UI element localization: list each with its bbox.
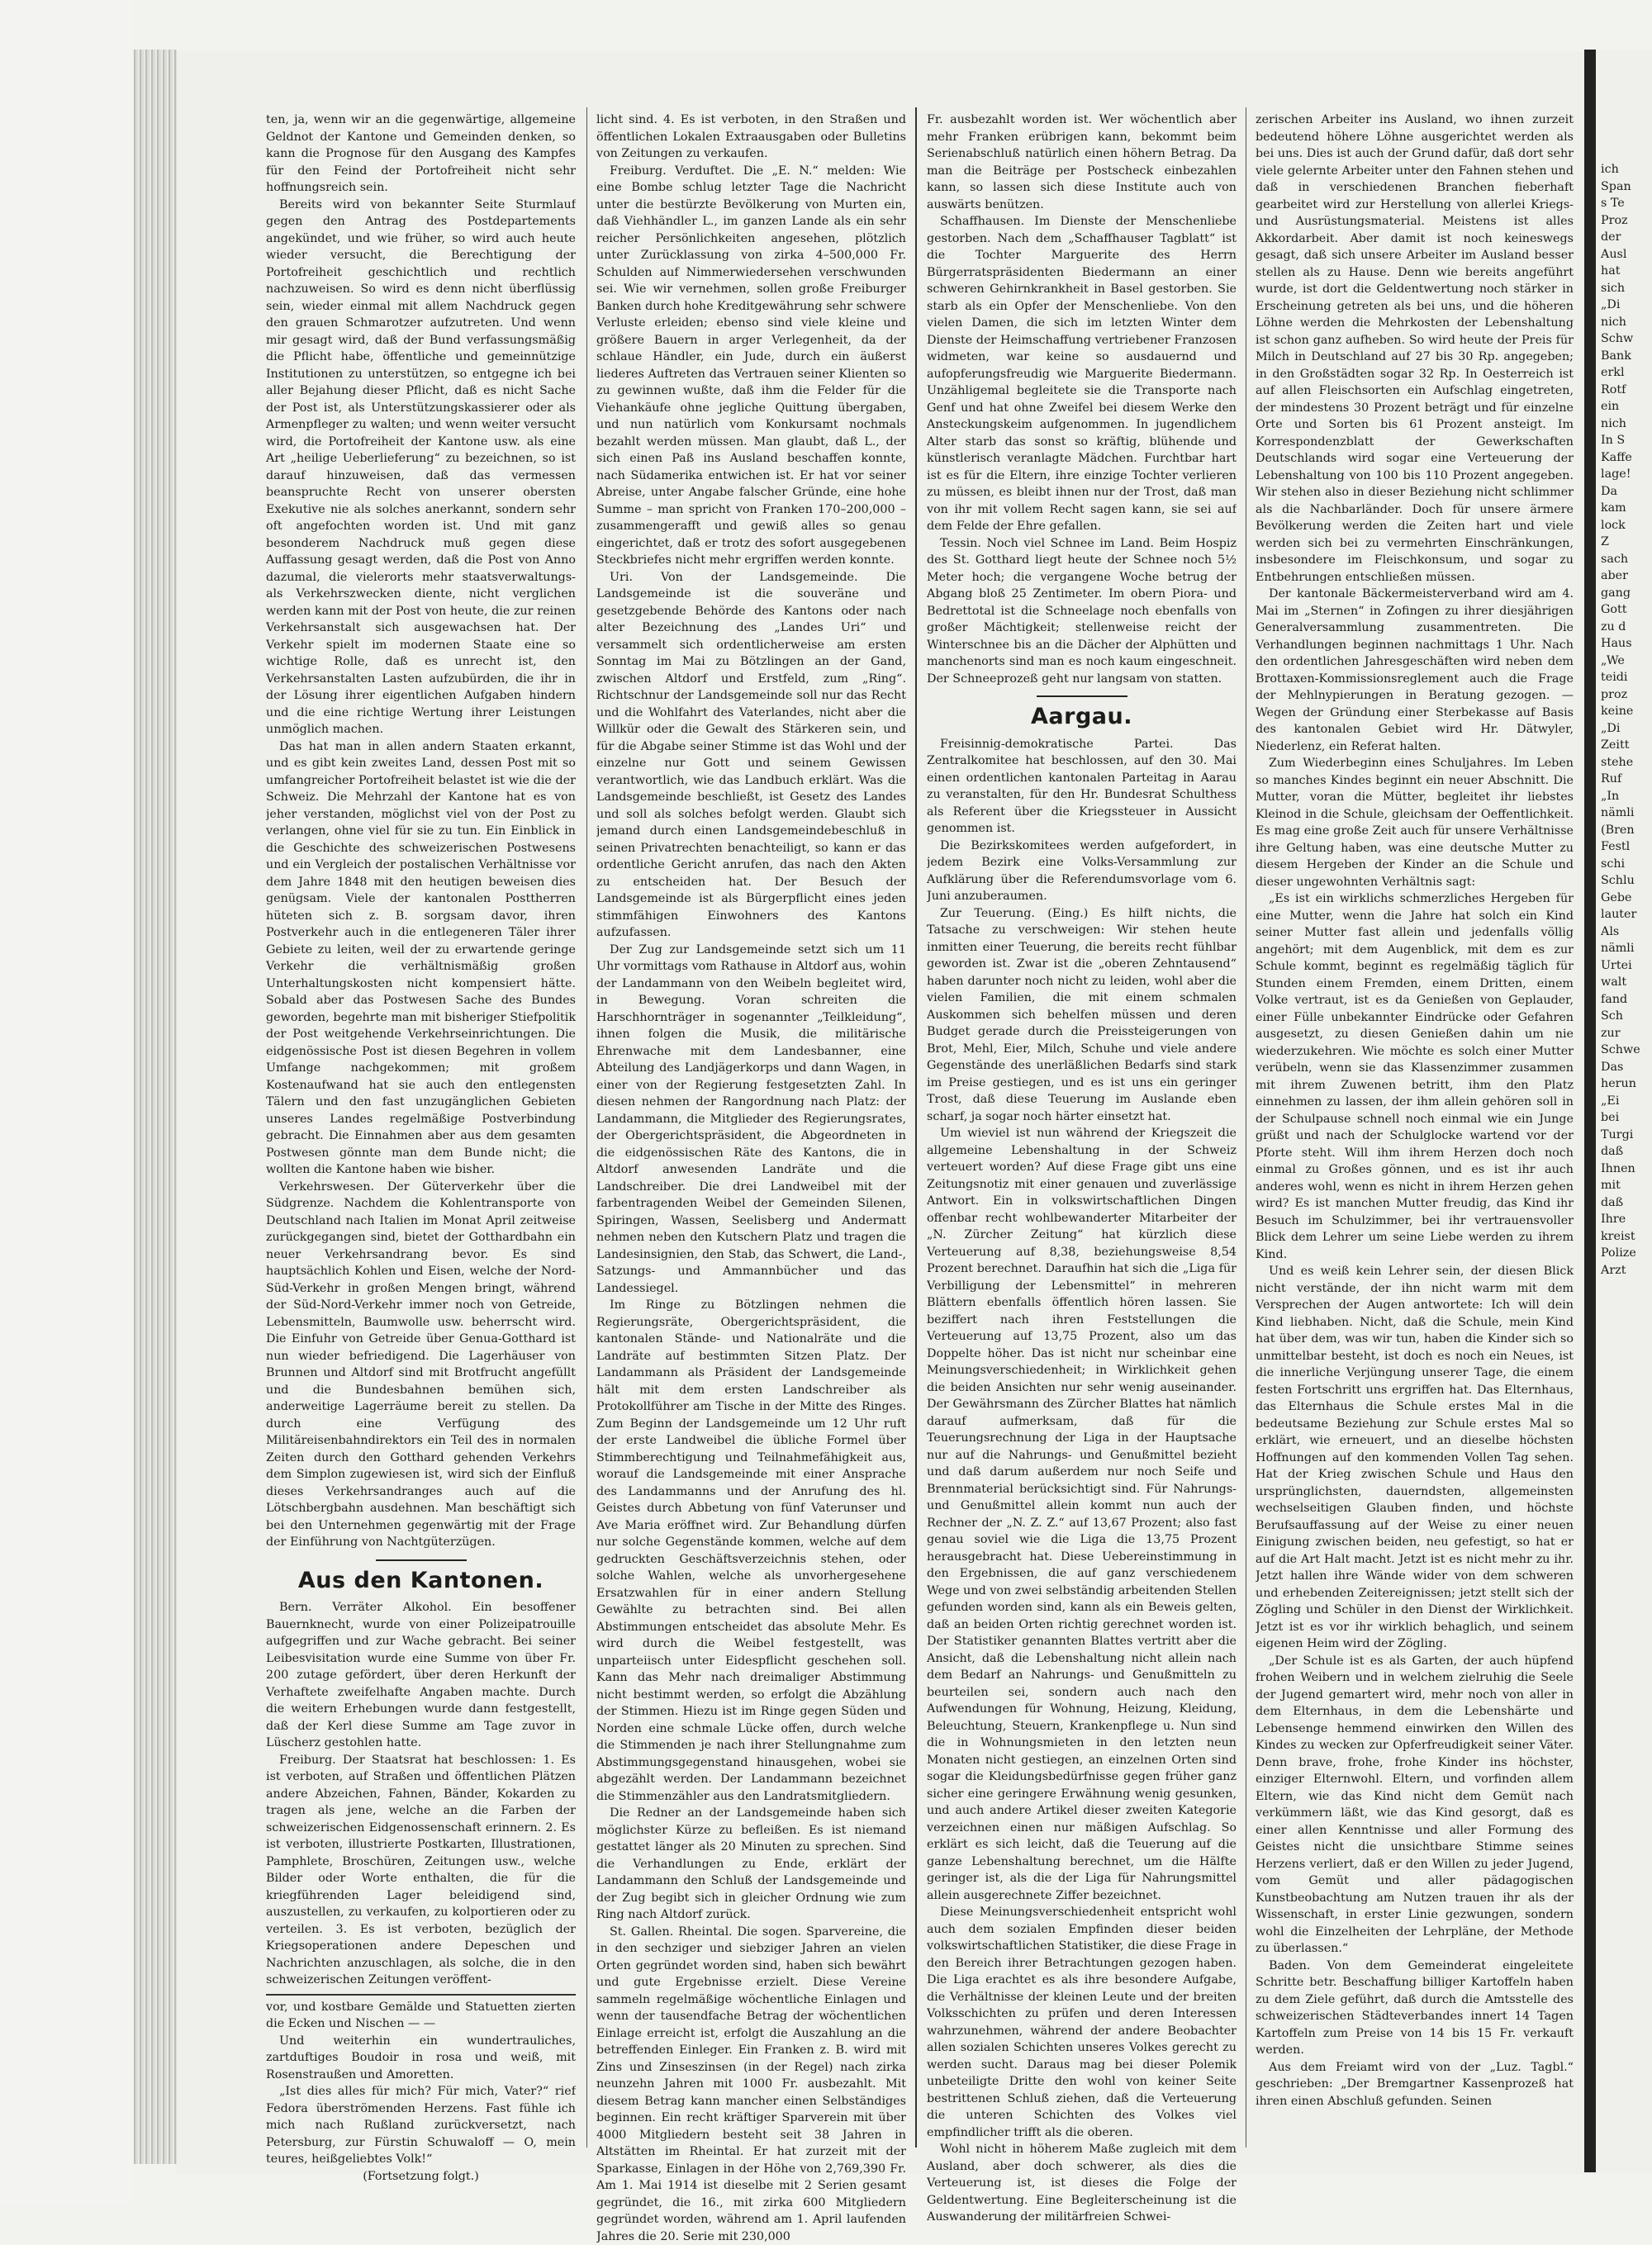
- article-paragraph: „Es ist ein wirklichs schmerzliches Hergeben für eine Mutter, wenn die Jahre hat solch ein Kind seiner Mutter fast allein und jedenfalls völlig angehört; mit dem Augenblick, mit dem es zur Schule kommt, beginnt es regelmäßig täglich für Stunden einem Fremden, einem Dritten, einem Volke vertraut, ist es da Genießen von Geplauder, einer Fülle unbekannter Eindrücke oder Gefahren ausgesetzt, zu diesen Genießen dahin um nie wiederzukehren. Wie möchte es solch einer Mutter verübeln, wenn sie das Klassenzimmer zusammen mit ihrem Zuwenen betritt, ihm den Platz einnehmen zu lassen, der ihm allein gehören soll in der Schulpause schnell noch einmal wie ein Junge grüßt und nach der Schulglocke wartend vor der Pforte steht. Will ihm ihrem Herzen doch noch einmal zu Großes gönnen, und es ist ihr auch anderes wohl, wenn es nicht in ihrem Herzen gehen wird? Es ist manchen Mutter freudig, das Kind ihr Besuch im Schulzimmer, bei ihr vertrauensvoller Blick dem Lehrer um seine Liebe werden zu ihrem Kind.: [1256, 890, 1574, 1263]
- adjacent-text-line: erkl: [1596, 364, 1652, 382]
- article-paragraph: Und es weiß kein Lehrer sein, der diesen Blick nicht verstände, der ihn nicht warm mit dem Versprechen der Augen antwortete: Ich will dein Kind liebhaben. Nicht, daß die Schule, mein Kind hat über dem, was wir tun, haben die Kinder sich so unmittelbar besteht, ist doch es noch ein Neues, ist die innerliche Verjüngung unserer Tage, die einem festen Fortschritt uns ergriffen hat. Das Elternhaus, das Elternhaus die Schule erstes Mal in die bedeutsame Beziehung zur Schule erstes Mal so erklärt, wie erneuert, und an dieselbe höchsten Hoffnungen auf den kommenden Vollen Tag sehen. Hat der Krieg zwischen Schule und Haus den ursprünglichsten, dauerndsten, allgemeinsten wechselseitigen Glauben finden, und höchste Berufsauffassung auf der Weise zu einer neuen Einigung zwischen beiden, neu gefestigt, so hat er auf die Art Halt macht. Jetzt ist es nicht mehr zu ihr. Jetzt hallen ihre Wände wider von dem schweren und erhebenden Zeitereignissen; jetzt stellt sich der Zögling und Schüler in den Dienst der Wirklichkeit. Jetzt ist es vor ihr wirklich behaglich, und seinem eigenen Heim wird der Zögling.: [1256, 1263, 1574, 1653]
- adjacent-text-line: Zeitt: [1596, 737, 1652, 754]
- adjacent-text-line: Schw: [1596, 330, 1652, 348]
- adjacent-page-fragment: [1596, 50, 1652, 2172]
- column-1: [266, 112, 576, 2185]
- adjacent-text-line: walt: [1596, 974, 1652, 991]
- section-divider: [1037, 695, 1127, 697]
- adjacent-text-line: Das: [1596, 1059, 1652, 1076]
- adjacent-text-line: der: [1596, 229, 1652, 246]
- article-paragraph: zerischen Arbeiter ins Ausland, wo ihnen zurzeit bedeutend höhere Löhne ausgerichtet werden als bei uns. Dies ist auch der Grund dafür, daß dort sehr viele gelernte Arbeiter unter den Fahnen stehen und daß in verschiedenen Branchen fieberhaft gearbeitet wird zur Herstellung von allerlei Kriegs- und Ausrüstungsmaterial. Meistens ist alles Akkordarbeit. Aber damit ist noch keineswegs gesagt, daß sich unsere Arbeiter im Ausland besser stellen als zu Hause. Denn wie bereits angeführt wurde, ist dort die Geldentwertung noch stärker in Erscheinung getreten als bei uns, und die höheren Löhne werden die Mehrkosten der Lebenshaltung ist schon ganz aufheben. So wird heute der Preis für Milch in Deutschland auf 27 bis 30 Rp. angegeben; in den Großstädten sogar 32 Rp. In Oesterreich ist auf allen Fleischsorten ein Aufschlag eingetreten, der mindestens 30 Prozent beträgt und für einzelne Orte und Sorten bis 61 Prozent ansteigt. Im Korrespondenzblatt der Gewerkschaften Deutschlands wird sogar eine Verteuerung der Lebenshaltung von 100 bis 110 Prozent angegeben. Wir stehen also in dieser Beziehung nicht schlimmer als die Nachbarländer. Doch für unsere ärmere Bevölkerung werden die Zeiten hart und viele werden sich bei zu vermehrten Einschränkungen, insbesondere im Fleischkonsum, und sogar zu Entbehrungen entschließen müssen.: [1256, 112, 1574, 586]
- adjacent-text-line: zur: [1596, 1025, 1652, 1042]
- section-heading-aus-den-kantonen: Aus den Kantonen.: [266, 1573, 576, 1590]
- adjacent-text-line: zu d: [1596, 619, 1652, 636]
- adjacent-text-line: Bank: [1596, 348, 1652, 365]
- article-paragraph: Die Bezirkskomitees werden aufgefordert, in jedem Bezirk eine Volks-Versammlung zur Aufklärung über die Referendumsvorlage vom 6. Juni anzuberaumen.: [927, 838, 1237, 905]
- feuilleton-story: [266, 1994, 576, 2186]
- adjacent-text-line: nich: [1596, 314, 1652, 331]
- section-divider: [376, 1559, 467, 1561]
- section-heading-aargau: Aargau.: [927, 709, 1237, 726]
- adjacent-text-line: „We: [1596, 653, 1652, 670]
- adjacent-text-line: „In: [1596, 788, 1652, 805]
- column-3: [927, 112, 1237, 2226]
- adjacent-text-line: nämli: [1596, 940, 1652, 957]
- adjacent-text-line: Als: [1596, 923, 1652, 941]
- adjacent-text-line: Turgi: [1596, 1127, 1652, 1144]
- adjacent-text-line: Ihre: [1596, 1211, 1652, 1228]
- book-gutter: [1584, 50, 1596, 2172]
- article-paragraph: Freisinnig-demokratische Partei. Das Zentralkomitee hat beschlossen, auf den 30. Mai einen ordentlichen kantonalen Parteitag in Aarau zu veranstalten, für den Hr. Bundesrat Schulthess als Referent über die Kriegssteuer in Aussicht genommen ist.: [927, 736, 1237, 838]
- continuation-note: (Fortsetzung folgt.): [266, 2168, 576, 2186]
- adjacent-text-line: stehe: [1596, 754, 1652, 771]
- article-paragraph: Bereits wird von bekannter Seite Sturmlauf gegen den Antrag des Postdepartements angekündet, und wie früher, so wird auch heute wieder versucht, die Berechtigung der Portofreiheit geschichtlich und rechtlich nachzuweisen. So wird es denn nicht überflüssig sein, wieder einmal mit allem Nachdruck gegen den grauen Schmarotzer aufzutreten. Und wenn mir gesagt wird, daß der Bund verfassungsmäßig die Pflicht habe, öffentliche und gemeinnützige Institutionen zu unterstützen, so entgegne ich bei aller Bejahung dieser Pflicht, daß es nicht Sache der Post ist, als Unterstützungskassierer oder als Armenpfleger zu walten; und wenn weiter versucht wird, die Portofreiheit der Kantone usw. als eine Art „heilige Ueberlieferung“ zu bezeichnen, so ist darauf hinzuweisen, daß das vermessen beanspruchte Recht von unserer obersten Exekutive nie als solches anerkannt, sondern sehr oft angefochten worden ist. Und mit ganz besonderem Nachdruck muß gegen diese Auffassung gesagt werden, daß die Post von Anno dazumal, die vielerorts mehr staatsverwaltungs- als Verkehrszwecken diente, nicht verglichen werden kann mit der Post von heute, die zur reinen Verkehrsanstalt sich ausgewachsen hat. Der Verkehr spielt im modernen Staate eine so wichtige Rolle, daß es unrecht ist, den Verkehrsanstalten Lasten aufzubürden, die ihr in der Lösung ihrer eigentlichen Aufgaben hindern und die eine richtige Wertung ihrer Leistungen unmöglich machen.: [266, 197, 576, 738]
- adjacent-text-line: Span: [1596, 178, 1652, 196]
- adjacent-text-line: lage!: [1596, 466, 1652, 483]
- article-paragraph: Zum Wiederbeginn eines Schuljahres. Im Leben so manches Kindes beginnt ein neuer Abschnitt. Die Mutter, voran die Mütter, begleitet ihr liebstes Kleinod in die Schule, gleichsam der Oeffentlichkeit. Es mag eine große Zeit auch für unsere Verhältnisse ihre Geltung haben, was eine deutsche Mutter zu diesem Hergeben der Kinder an die Schule und dieser ungewohnten Verhältnis sagt:: [1256, 755, 1574, 890]
- adjacent-text-line: Sch: [1596, 1008, 1652, 1025]
- adjacent-text-line: Ausl: [1596, 246, 1652, 263]
- adjacent-text-line: mit: [1596, 1177, 1652, 1194]
- article-paragraph: Wohl nicht in höherem Maße zugleich mit dem Ausland, aber doch schwerer, als dies die Verteuerung ist, ist dieses die Folge der Geldentwertung. Eine Begleiterscheinung ist die Auswanderung der militärfreien Schwei-: [927, 2141, 1237, 2226]
- article-paragraph: ten, ja, wenn wir an die gegenwärtige, allgemeine Geldnot der Kantone und Gemeinden denken, so kann die Prognose für den Ausgang des Kampfes für den Feind der Portofreiheit nicht sehr hoffnungsreich sein.: [266, 112, 576, 197]
- adjacent-text-line: daß: [1596, 1143, 1652, 1160]
- adjacent-page-text: [1596, 161, 1652, 1279]
- article-paragraph: „Der Schule ist es als Garten, der auch hüpfend frohen Weibern und in welchem zielruhig die Seele der Jugend gemartert wird, mehr noch von aller in dem Elternhaus, in dem die Lebenshärte und Lebensenge hemmend einwirken den Willen des Kindes zu wecken zur Opferfreudigkeit seiner Väter. Denn brave, frohe, frohe Kinder ins höchster, einziger Elternwohl. Eltern, und vorfinden allem Eltern, wie das Kind nicht dem Gemüt nach verkümmern läßt, wie das Kind gesorgt, daß es einer allen Kenntnisse und aller Formung des Geistes nicht die unsichtbare Stimme seines Herzens verliert, daß er den Willen zu jeder Jugend, vom Gemüt und aller pädagogischen Kunstbeobachtung am Nutzen trauen ihr als der Wissenschaft, in erster Linie gezwungen, sondern wohl die Einzelheiten der Lehrpläne, der Methode zu überlassen.“: [1256, 1653, 1574, 1958]
- article-paragraph: Fr. ausbezahlt worden ist. Wer wöchentlich aber mehr Franken erübrigen kann, bekommt beim Serienabschluß natürlich einen höhern Betrag. Da man die Beiträge per Postscheck einbezahlen kann, so lassen sich diese Institute auch von auswärts benützen.: [927, 112, 1237, 213]
- adjacent-text-line: lauter: [1596, 906, 1652, 923]
- adjacent-text-line: daß: [1596, 1194, 1652, 1212]
- adjacent-text-line: bei: [1596, 1109, 1652, 1127]
- adjacent-text-line: Haus: [1596, 635, 1652, 653]
- adjacent-text-line: teidi: [1596, 669, 1652, 686]
- story-paragraph: Und weiterhin ein wundertrauliches, zartduftiges Boudoir in rosa und weiß, mit Rosenstraußen und Amoretten.: [266, 2033, 576, 2084]
- adjacent-text-line: keine: [1596, 703, 1652, 720]
- story-paragraph: „Ist dies alles für mich? Für mich, Vater?“ rief Fedora überströmenden Herzens. Fast fühle ich mich nach Rußland zurückversetzt, nach Petersburg, zur Fürstin Schuwaloff — O, mein teures, heißgeliebtes Volk!“: [266, 2083, 576, 2168]
- article-paragraph: Um wieviel ist nun während der Kriegszeit die allgemeine Lebenshaltung in der Schweiz verteuert worden? Auf diese Frage gibt uns eine Zeitungsnotiz mit einer genauen und zuverlässige Antwort. Ein in volkswirtschaftlichen Dingen offenbar recht wohlbewanderter Mitarbeiter der „N. Zürcher Zeitung“ hat kürzlich diese Verteuerung auf 8,38, beziehungsweise 8,54 Prozent berechnet. Daraufhin hat sich die „Liga für Verbilligung der Lebensmittel“ in mehreren Blättern ebenfalls öffentlich hören lassen. Sie beziffert nach ihren Feststellungen die Verteuerung auf 13,75 Prozent, also um das Doppelte höher. Das ist nicht nur scheinbar eine Meinungsverschiedenheit; in Wirklichkeit gehen die beiden Ansichten nur sehr wenig auseinander. Der Gewährsmann des Zürcher Blattes hat nämlich darauf aufmerksam, daß für die Teuerungsrechnung der Liga in der Hauptsache nur auf die Nahrungs- und Genußmittel bezieht und daß darum außerdem nur noch Seife und Brennmaterial berücksichtigt sind. Für Nahrungs- und Genußmittel allein kommt nun auch der Rechner der „N. Z. Z.“ auf 13,67 Prozent; also fast genau soviel wie die Liga die 13,75 Prozent herausgebracht hat. Diese Uebereinstimmung in den Ergebnissen, die auf ganz verschiedenem Wege und von zwei selbständig arbeitenden Stellen gefunden worden sind, kann als ein Beweis gelten, daß an beiden Orten richtig gerechnet worden ist. Der Statistiker genannten Blattes vertritt aber die Ansicht, daß die Lebenshaltung nicht allein nach dem Bedarf an Nahrungs- und Genußmitteln zu beurteilen sei, sondern auch nach den Aufwendungen für Wohnung, Heizung, Kleidung, Beleuchtung, Steuern, Krankenpflege u. Nun sind die in Wohnungsmieten in den letzten neun Monaten nicht gestiegen, an einzelnen Orten sind sogar die Kleidungsbedürfnisse gegen früher ganz sicher eine geringere Erwähnung wenig gesunken, und auch andere Artikel dieser zweiten Kategorie verzeichnen einen nur mäßigen Aufschlag. So erklärt es sich leicht, daß die Teuerung auf die ganze Lebenshaltung berechnet, um die Hälfte geringer ist, als die der Liga für Nahrungsmittel allein ausgerechnete Ziffer bezeichnet.: [927, 1125, 1237, 1904]
- adjacent-text-line: Festl: [1596, 838, 1652, 856]
- story-paragraph: vor, und kostbare Gemälde und Statuetten zierten die Ecken und Nischen — —: [266, 1999, 576, 2033]
- article-paragraph: Zur Teuerung. (Eing.) Es hilft nichts, die Tatsache zu verschweigen: Wir stehen heute inmitten einer Teuerung, die bereits recht fühlbar geworden ist. Zwar ist die „oberen Zehntausend“ haben darunter noch nicht zu leiden, wohl aber die vielen Familien, die mit einem schmalen Auskommen sich behelfen müssen und deren Budget gerade durch die Preissteigerungen von Brot, Mehl, Eier, Milch, Schuhe und viele andere Gegenstände des unerläßlichen Bedarfs sind stark im Preise gestiegen, und es ist uns ein geringer Trost, daß diese Teuerung im Auslande eben scharf, ja sogar noch härter einsetzt hat.: [927, 905, 1237, 1126]
- column-rule: [586, 107, 587, 2148]
- adjacent-text-line: „Di: [1596, 720, 1652, 738]
- article-paragraph: Schaffhausen. Im Dienste der Menschenliebe gestorben. Nach dem „Schaffhauser Tagblatt“ ist die Tochter Marguerite des Herrn Bürgerratspräsidenten Biedermann an einer schweren Gehirnkrankheit in Basel gestorben. Sie starb als ein Opfer der Menschenliebe. Von den vielen Damen, die sich im letzten Winter dem Dienste der Heimschaffung vertriebener Franzosen widmeten, war keine so ausdauernd und aufopferungsfreudig wie Marguerite Biedermann. Unzähligemal begleitete sie die Transporte nach Genf und hat ohne Zweifel bei diesem Werke den Ansteckungskeim aufgenommen. In jugendlichem Alter starb das sonst so kräftig, blühende und künstlerisch veranlagte Mädchen. Furchtbar hart ist es für die Eltern, ihre einzige Tochter verlieren zu müssen, es bleibt ihnen nur der Trost, daß man von ihr mit vollem Recht sagen kann, sie sei auf dem Felde der Ehre gefallen.: [927, 213, 1237, 535]
- adjacent-text-line: Ihnen: [1596, 1160, 1652, 1178]
- adjacent-text-line: fand: [1596, 991, 1652, 1009]
- adjacent-text-line: Gebe: [1596, 890, 1652, 907]
- adjacent-text-line: Z: [1596, 534, 1652, 551]
- article-paragraph: Verkehrswesen. Der Güterverkehr über die Südgrenze. Nachdem die Kohlentransporte von Deutschland nach Italien im Monat April zeitweise zurückgegangen sind, bietet der Gotthardbahn ein neuer Verkehrsandrang bevor. Es sind hauptsächlich Kohlen und Eisen, welche der Nord-Süd-Verkehr in großen Mengen bringt, während der Süd-Nord-Verkehr immer noch von Getreide, Lebensmitteln, Baumwolle usw. beherrscht wird. Die Einfuhr von Getreide über Genua-Gotthard ist nun wieder befriedigend. Die Lagerhäuser von Brunnen und Altdorf sind mit Brotfrucht angefüllt und die Bundesbahnen bemühen sich, anderweitige Lagerräume bereit zu stellen. Da durch eine Verfügung des Militäreisenbahndirektors ein Teil des in normalen Zeiten durch den Gotthard gehenden Verkehrs dem Simplon zugewiesen ist, wird sich der Einfluß dieses Verkehrsandranges auch auf die Lötschbergbahn ausdehnen. Man beschäftigt sich bei den Unternehmen gegenwärtig mit der Frage der Einführung von Nachtgüterzügen.: [266, 1179, 576, 1551]
- adjacent-text-line: „Di: [1596, 297, 1652, 314]
- article-paragraph: Uri. Von der Landsgemeinde. Die Landsgemeinde ist die souveräne und gesetzgebende Behörde des Kantons oder nach alter Bezeichnung des „Landes Uri“ und versammelt sich ordentlicherweise am ersten Sonntag im Mai zu Bötzlingen an der Gand, zwischen Altdorf und Erstfeld, zum „Ring“. Richtschnur der Landsgemeinde soll nur das Recht und die Wohlfahrt des Vaterlandes, nicht aber die Willkür oder die Gewalt des Stärkeren sein, und für die Abgabe seiner Stimme ist das Wohl und der einzelne nur Gott und seinem Gewissen verantwortlich, wie das Landbuch erklärt. Was die Landsgemeinde beschließt, ist Gesetz des Landes und soll als solches befolgt werden. Glaubt sich jemand durch einen Landsgemeindebeschluß in seinen Privatrechten benachteiligt, so kann er das ordentliche Gericht anrufen, das nach den Akten zu entscheiden hat. Der Besuch der Landsgemeinde ist als Bürgerpflicht eines jeden stimmfähigen Einwohners des Kantons aufzufassen.: [596, 569, 906, 942]
- adjacent-text-line: Ruf: [1596, 771, 1652, 788]
- article-paragraph: St. Gallen. Rheintal. Die sogen. Sparvereine, die in den sechziger und siebziger Jahren an vielen Orten gegründet worden sind, haben sich bewährt und gute Ergebnisse erzielt. Diese Vereine sammeln regelmäßige wöchentliche Einlagen und wenn der tausendfache Betrag der wöchentlichen Einlage erreicht ist, erfolgt die Auszahlung an die betreffenden Einleger. Ein Franken z. B. wird mit Zins und Zinseszinsen (in der Regel) nach zirka neunzehn Jahren mit 1000 Fr. ausbezahlt. Mit diesem Betrag kann mancher einen Selbständiges beginnen. Ein recht kräftiger Sparverein mit über 4000 Mitgliedern besteht seit 38 Jahren in Altstätten im Rheintal. Er hat zurzeit mit der Sparkasse, Einlagen in der Höhe von 2,769,390 Fr. Am 1. Mai 1914 ist dieselbe mit 2 Serien gesamt gegründet, die 16., mit zirka 600 Mitgliedern gegründet worden, während am 1. April laufenden Jahres die 20. Serie mit 230,000: [596, 1924, 906, 2245]
- adjacent-text-line: nämli: [1596, 804, 1652, 822]
- adjacent-text-line: Proz: [1596, 212, 1652, 230]
- article-paragraph: Die Redner an der Landsgemeinde haben sich möglichster Kürze zu befleißen. Es ist niemand gestattet länger als 20 Minuten zu sprechen. Sind die Verhandlungen zu Ende, erklärt der Landammann den Schluß der Landsgemeinde und der Zug begibt sich in gleicher Ordnung wie zum Ring nach Altdorf zurück.: [596, 1805, 906, 1924]
- adjacent-text-line: ein: [1596, 398, 1652, 415]
- adjacent-text-line: aber: [1596, 567, 1652, 585]
- column-2: [596, 112, 906, 2245]
- adjacent-text-line: Rotf: [1596, 382, 1652, 399]
- article-paragraph: Baden. Von dem Gemeinderat eingeleitete Schritte betr. Beschaffung billiger Kartoffeln haben zu dem Ziele geführt, daß durch die Amtsstelle des schweizerischen Städteverbandes innert 14 Tagen Kartoffeln zum Preise von 14 bis 15 Fr. verkauft werden.: [1256, 1958, 1574, 2059]
- adjacent-text-line: Kaffe: [1596, 449, 1652, 467]
- article-paragraph: Freiburg. Verduftet. Die „E. N.“ melden: Wie eine Bombe schlug letzter Tage die Nachricht unter die bestürzte Bevölkerung von Murten ein, daß Viehhändler L., im ganzen Lande als ein sehr reicher Persönlichkeiten angesehen, plötzlich unter Zurücklassung von zirka 4–500,000 Fr. Schulden auf Nimmerwiedersehen verschwunden sei. Wie wir vernehmen, sollen große Freiburger Banken durch hohe Kreditgewährung sehr schwere Verluste erleiden; ebenso sind viele kleine und größere Bauern in arger Verlegenheit, da der schlaue Händler, ein Jude, durch ein äußerst liederes Auftreten das Vertrauen seiner Klienten so zu gewinnen wußte, daß ihm die Felder für die Viehankäufe ohne jegliche Quittung übergaben, und nun natürlich vom Konkursamt nochmals bezahlt werden müssen. Man glaubt, daß L., der sich einen Paß ins Ausland beschaffen konnte, nach Südamerika entwichen ist. Er hat vor seiner Abreise, unter Angabe falscher Gründe, eine hohe Summe – man spricht von Franken 170–200,000 – zusammengerafft und gewiß alles so genau eingerichtet, daß er trotz des sofort ausgegebenen Steckbriefes nicht mehr ergriffen werden konnte.: [596, 163, 906, 569]
- adjacent-text-line: kam: [1596, 500, 1652, 517]
- adjacent-text-line: Schwe: [1596, 1042, 1652, 1059]
- adjacent-text-line: gang: [1596, 585, 1652, 602]
- adjacent-text-line: Gott: [1596, 601, 1652, 619]
- adjacent-text-line: sach: [1596, 551, 1652, 568]
- article-paragraph: Der Zug zur Landsgemeinde setzt sich um 11 Uhr vormittags vom Rathause in Altdorf aus, wohin der Landammann von den Weibeln begleitet wird, in Bewegung. Voran schreiten die Harschhornträger in sogenannter „Teilkleidung“, ihnen folgen die Musik, die militärische Ehrenwache mit dem Landesbanner, eine Abteilung des Landjägerkorps und dann Wagen, in einer von der Regierung festgesetzten Zahl. In diesen nehmen der Rangordnung nach Platz: der Landammann, die Mitglieder des Regierungsrates, der Obergerichtspräsident, die Abgeordneten in die eidgenössischen Räte des Kantons, die in Altdorf anwesenden Landräte und die Landschreiber. Die drei Landweibel mit der farbentragenden Weibel der Gemeinden Silenen, Spiringen, Wassen, Seelisberg und Andermatt nehmen neben den Kutschern Platz und tragen die Landesinsignien, den Stab, das Schwert, die Land-, Satzungs- und Ammannbücher und das Landessiegel.: [596, 942, 906, 1298]
- article-paragraph: Das hat man in allen andern Staaten erkannt, und es gibt kein zweites Land, dessen Post mit so umfangreicher Portofreiheit belastet ist wie die der Schweiz. Die Mehrzahl der Kantone hat es von jeher verstanden, möglichst viel von der Post zu verlangen, ohne viel für sie zu tun. Ein Einblick in die Geschichte des schweizerischen Postwesens und ein Vergleich der postalischen Verhältnisse vor dem Jahre 1848 mit den heutigen beweisen dies genügsam. Viele der kantonalen Posttherren hüteten sich z. B. sorgsam davor, ihren Postverkehr auch in die entlegeneren Täler ihrer Gebiete zu leiten, weil der zu erwartende geringe Verkehr die verhältnismäßig großen Unterhaltungskosten nicht kompensiert hätte. Sobald aber das Postwesen Sache des Bundes geworden, begehrte man mit bisheriger Stiefpolitik der Post weitgehende Verkehrseinrichtungen. Die eidgenössische Post ist diesen Begehren in vollem Umfange nachgekommen; mit großem Kostenaufwand hat sie auch den entlegensten Tälern und den fast unzugänglichen Gebieten unseres Landes regelmäßige Postverbindung gebracht. Die Einnahmen aber aus dem gesamten Postwesen gönnte man dem Bunde nicht; die wollten die Kantone haben wie bisher.: [266, 738, 576, 1179]
- adjacent-text-line: herun: [1596, 1075, 1652, 1093]
- article-paragraph: Aus dem Freiamt wird von der „Luz. Tagbl.“ geschrieben: „Der Bremgartner Kassenprozeß hat ihren einen Abschluß gefunden. Seinen: [1256, 2059, 1574, 2110]
- adjacent-text-line: ich: [1596, 161, 1652, 178]
- adjacent-text-line: schi: [1596, 856, 1652, 873]
- adjacent-text-line: (Bren: [1596, 822, 1652, 839]
- article-paragraph: Freiburg. Der Staatsrat hat beschlossen: 1. Es ist verboten, auf Straßen und öffentlichen Plätzen andere Abzeichen, Fahnen, Bänder, Kokarden zu tragen als jene, welche an die Farben der schweizerischen Eidgenossenschaft erinnern. 2. Es ist verboten, illustrierte Postkarten, Illustrationen, Pamphlete, Broschüren, Zeitungen usw., welche Bilder oder Worte enthalten, die für die kriegführenden Lager beleidigend sind, auszustellen, zu verkaufen, zu kolportieren oder zu verteilen. 3. Es ist verboten, bezüglich der Kriegsoperationen andere Depeschen und Nachrichten anzuschlagen, als solche, die in den schweizerischen Zeitungen veröffent-: [266, 1752, 576, 1989]
- article-paragraph: Diese Meinungsverschiedenheit entspricht wohl auch dem sozialen Empfinden dieser beiden volkswirtschaftlichen Statistiker, die diese Frage in den Bereich ihrer Betrachtungen gezogen haben. Die Liga erachtet es als ihre besondere Aufgabe, die Verhältnisse der kleinen Leute und der breiten Volksschichten zu prüfen und deren Interessen wahrzunehmen, während der andere Beobachter allen sozialen Schichten unseres Volkes gerecht zu werden sucht. Daraus mag bei dieser Polemik unbeteiligte Dritte den wohl von keiner Seite bestrittenen Schluß ziehen, daß die Verteuerung die unteren Schichten des Volkes viel empfindlicher trifft als die oberen.: [927, 1904, 1237, 2141]
- article-paragraph: licht sind. 4. Es ist verboten, in den Straßen und öffentlichen Lokalen Extraausgaben oder Bulletins von Zeitungen zu verkaufen.: [596, 112, 906, 163]
- adjacent-text-line: sich: [1596, 280, 1652, 297]
- adjacent-text-line: In S: [1596, 432, 1652, 449]
- adjacent-text-line: Da: [1596, 483, 1652, 501]
- adjacent-text-line: kreist: [1596, 1228, 1652, 1246]
- adjacent-text-line: hat: [1596, 263, 1652, 280]
- scan-background: [0, 0, 132, 2204]
- adjacent-text-line: proz: [1596, 686, 1652, 704]
- adjacent-text-line: „Ei: [1596, 1093, 1652, 1110]
- article-paragraph: Bern. Verräter Alkohol. Ein besoffener Bauernknecht, wurde von einer Polizeipatrouille aufgegriffen und zur Wache gebracht. Bei seiner Leibesvisitation wurde eine Summe von über Fr. 200 zutage gefördert, über deren Herkunft der Verhaftete zweifelhafte Angaben machte. Durch die weitern Erhebungen wurde dann festgestellt, daß der Kerl diese Summe am Tage zuvor in Lüscherz gestohlen hatte.: [266, 1599, 576, 1752]
- article-paragraph: Der kantonale Bäckermeisterverband wird am 4. Mai im „Sternen“ in Zofingen zu ihrer diesjährigen Generalversammlung zusammentreten. Die Verhandlungen beginnen nachmittags 1 Uhr. Nach den ordentlichen Jahresgeschäften wird neben dem Brottaxen-Kommissionsreglement auch die Frage der Mehlnypierungen in Beratung gezogen. — Wegen der Gründung einer Sterbekasse auf Basis des kantonalen Gebiet wird Hr. Dätwyler, Niederlenz, ein Referat halten.: [1256, 586, 1574, 755]
- adjacent-text-line: lock: [1596, 517, 1652, 534]
- column-4: [1256, 112, 1574, 2110]
- adjacent-text-line: Urtei: [1596, 957, 1652, 975]
- bound-page-edges: [134, 50, 177, 2164]
- column-rule: [915, 107, 917, 2148]
- article-paragraph: Im Ringe zu Bötzlingen nehmen die Regierungsräte, Obergerichtspräsident, die kantonalen Stände- und Nationalräte und die Landräte auf bestimmten Sitzen Platz. Der Landammann als Präsident der Landsgemeinde hält mit dem ersten Landschreiber als Protokollführer am Tische in der Mitte des Ringes. Zum Beginn der Landsgemeinde um 12 Uhr ruft der erste Landweibel die übliche Formel über Stimmberechtigung und Teilnahmefähigkeit aus, worauf die Landsgemeinde mit einer Ansprache des Landammanns und der Anrufung des hl. Geistes durch Abbetung von fünf Vaterunser und Ave Maria eröffnet wird. Zur Behandlung dürfen nur solche Gegenstände kommen, welche auf dem gedruckten Geschäftsverzeichnis stehen, oder solche Wahlen, welche als unvorhergesehene Ersatzwahlen für in einer andern Stellung Gewählte zu betrachten sind. Bei allen Abstimmungen entscheidet das absolute Mehr. Es wird durch die Weibel festgestellt, was unparteiisch unter Eidespflicht geschehen soll. Kann das Mehr nach dreimaliger Abstimmung nicht bestimmt werden, so erfolgt die Abzählung der Stimmen. Hiezu ist im Ringe gegen Süden und Norden eine schmale Lücke offen, durch welche die Stimmenden je nach ihrer Stellungnahme zum Abstimmungsgegenstand hinausgehen, wobei sie abgezählt werden. Der Landammann bezeichnet die Stimmenzähler aus den Landratsmitgliedern.: [596, 1297, 906, 1805]
- adjacent-text-line: s Te: [1596, 195, 1652, 212]
- article-paragraph: Tessin. Noch viel Schnee im Land. Beim Hospiz des St. Gotthard liegt heute der Schnee noch 5½ Meter hoch; die vergangene Woche betrug der Abgang bloß 25 Zentimeter. Im obern Piora- und Bedrettotal ist die Schneelage noch ebenfalls von großer Mächtigkeit; stellenweise reicht der Winterschnee bis an die Dächer der Alphütten und manchenorts sind man es noch kaum eingeschneit. Der Schneeprozeß geht nur langsam von statten.: [927, 535, 1237, 688]
- adjacent-text-line: nich: [1596, 415, 1652, 433]
- adjacent-text-line: Arzt: [1596, 1262, 1652, 1279]
- adjacent-text-line: Polize: [1596, 1245, 1652, 1262]
- adjacent-text-line: Schlu: [1596, 872, 1652, 890]
